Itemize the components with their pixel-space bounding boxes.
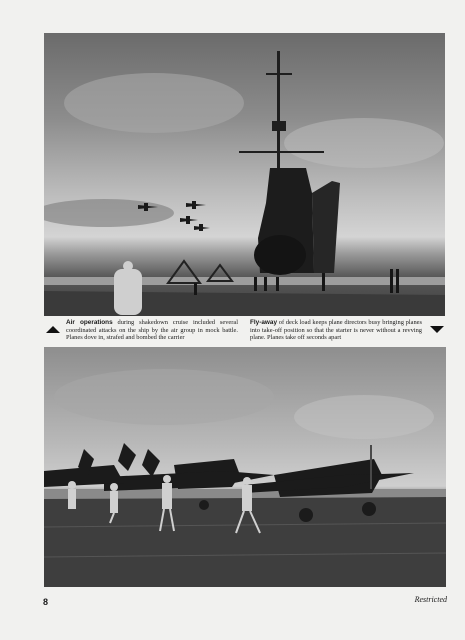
caption-text: of deck load keeps plane directors busy bringing planes into take-off position so that the starter is never without a revving plane. Planes take off seconds apart <box>250 319 422 342</box>
carrier-island-illustration <box>44 33 445 316</box>
page-number: 8 <box>43 597 49 607</box>
caption-row <box>44 318 446 346</box>
classification-label: Restricted <box>414 595 447 604</box>
caption-fly-away <box>250 319 422 342</box>
caption-text: during shakedown cruise included several coordinated attacks on the ship by the air group in mock battle. Planes dove in, strafed and bombed the carrier <box>66 319 238 342</box>
down-triangle-icon <box>430 326 444 333</box>
planes-on-deck-photo <box>44 347 446 587</box>
caption-air-operations <box>66 319 238 342</box>
up-triangle-icon <box>46 326 60 333</box>
caption-lead: Air operations <box>66 319 113 326</box>
carrier-island-photo <box>44 33 445 316</box>
caption-lead: Fly-away <box>250 319 277 326</box>
planes-on-deck-illustration <box>44 347 446 587</box>
